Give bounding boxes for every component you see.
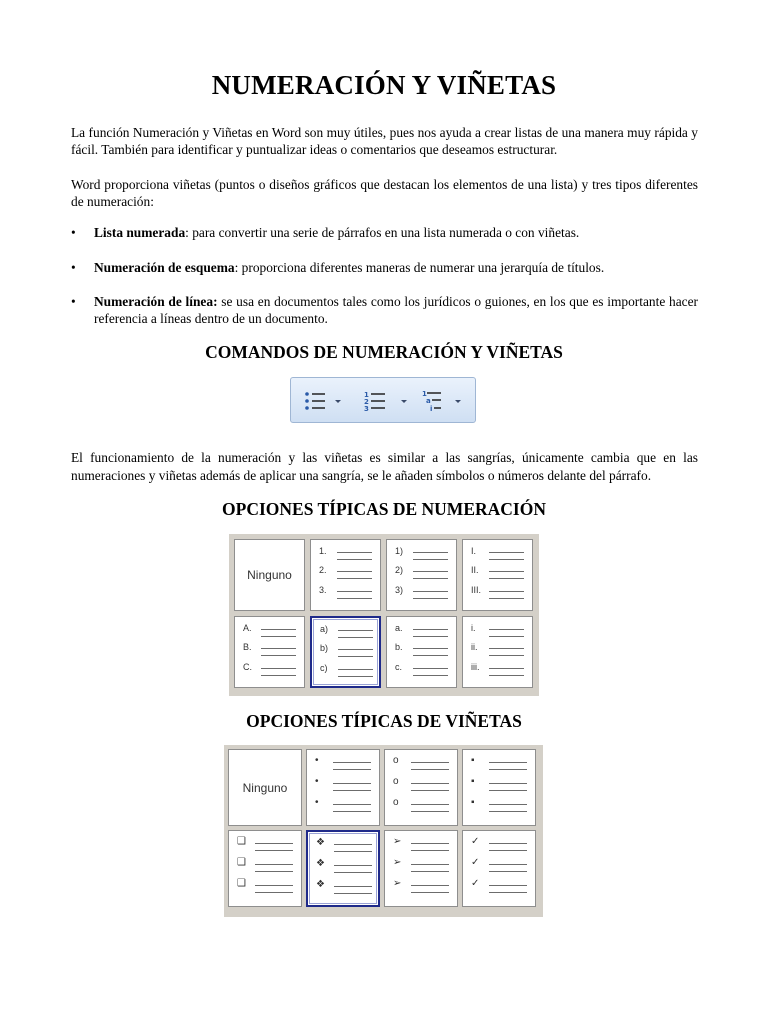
- option-marker: ✓: [471, 878, 480, 889]
- option-marker: II.: [471, 565, 479, 576]
- option-cell[interactable]: [228, 830, 302, 907]
- option-marker: ❖: [316, 837, 325, 848]
- bullet-icon: •: [71, 294, 76, 309]
- option-line: [338, 637, 373, 638]
- page-title: NUMERACIÓN Y VIÑETAS: [211, 70, 557, 100]
- option-marker: b.: [395, 642, 403, 653]
- option-cell[interactable]: [310, 539, 381, 611]
- option-line: [489, 885, 527, 886]
- option-line: [413, 591, 448, 592]
- option-line: [334, 844, 372, 845]
- option-marker: 1): [395, 546, 404, 556]
- option-line: [489, 668, 524, 669]
- option-line: [411, 892, 449, 893]
- option-line: [338, 669, 373, 670]
- option-line: [338, 649, 373, 650]
- list-item: [71, 293, 698, 327]
- option-marker: 2): [395, 565, 404, 576]
- option-line: [489, 648, 524, 649]
- option-line: [411, 864, 449, 865]
- option-marker: ➢: [393, 857, 402, 868]
- svg-text:2: 2: [364, 398, 369, 406]
- option-line: [489, 629, 524, 630]
- option-line: [255, 885, 293, 886]
- option-line: [333, 769, 371, 770]
- option-line: [337, 598, 372, 599]
- option-line: [411, 804, 449, 805]
- option-marker: ▪: [471, 776, 475, 787]
- intro-paragraph-1: La función Numeración y Viñetas en Word son muy útiles, pues nos ayuda a crear listas de una manera muy rápida y fácil. También para identificar y puntualizar ideas o comentarios que deseamos estructurar.: [71, 125, 698, 157]
- option-marker: o: [393, 755, 399, 766]
- option-line: [334, 872, 372, 873]
- option-line: [334, 886, 372, 887]
- list-item-description: se usa en documentos tales como los jurídicos o guiones, en los que es importante hacer referencia a líneas dentro de un documento.: [94, 294, 699, 326]
- commands-heading: COMANDOS DE NUMERACIÓN Y VIÑETAS: [205, 342, 563, 362]
- option-line: [333, 783, 371, 784]
- option-line: [489, 790, 527, 791]
- option-marker: 1.: [319, 546, 327, 556]
- numbering-toolbar: [290, 377, 476, 423]
- option-line: [333, 790, 371, 791]
- option-cell[interactable]: [386, 616, 457, 688]
- option-line: [337, 591, 372, 592]
- option-line: [411, 871, 449, 872]
- option-marker: ❑: [237, 836, 246, 847]
- option-line: [261, 675, 296, 676]
- option-line: [255, 864, 293, 865]
- option-line: [413, 571, 448, 572]
- option-line: [255, 850, 293, 851]
- option-none-label: Ninguno: [242, 780, 288, 795]
- option-none[interactable]: [234, 539, 305, 611]
- option-line: [411, 850, 449, 851]
- option-marker: a.: [395, 623, 403, 633]
- option-line: [411, 885, 449, 886]
- option-cell[interactable]: [306, 749, 380, 826]
- option-marker: c): [320, 662, 328, 673]
- functioning-paragraph: El funcionamiento de la numeración y las viñetas es similar a las sangrías, únicamente cambia que en las numeraciones y viñetas además de aplicar una sangría, se le añaden símbolos o números delante del párrafo.: [71, 450, 698, 483]
- option-line: [333, 811, 371, 812]
- option-line: [489, 783, 527, 784]
- option-marker: B.: [243, 642, 252, 653]
- option-line: [411, 769, 449, 770]
- option-marker: •: [315, 776, 319, 787]
- option-line: [489, 591, 524, 592]
- option-marker: ▪: [471, 797, 475, 808]
- option-line: [411, 811, 449, 812]
- option-line: [338, 676, 373, 677]
- option-marker: ✓: [471, 836, 480, 847]
- option-cell[interactable]: [306, 830, 380, 907]
- option-cell[interactable]: [384, 749, 458, 826]
- svg-text:3: 3: [364, 405, 369, 413]
- option-line: [489, 892, 527, 893]
- option-marker: ❑: [237, 857, 246, 868]
- svg-text:1: 1: [364, 391, 369, 399]
- option-marker: ➢: [393, 878, 402, 889]
- option-line: [411, 783, 449, 784]
- list-item-term: Numeración de línea:: [94, 294, 218, 309]
- list-item: [71, 224, 698, 241]
- list-item-text: [94, 259, 698, 276]
- option-line: [413, 668, 448, 669]
- option-line: [413, 552, 448, 553]
- option-marker: iii.: [471, 661, 480, 672]
- list-item-text: [94, 224, 698, 241]
- option-marker: ▪: [471, 755, 475, 766]
- svg-text:1: 1: [422, 390, 427, 398]
- intro-paragraph-2: Word proporciona viñetas (puntos o diseños gráficos que destacan los elementos de una lista) y tres tipos diferentes de numeración:: [71, 177, 698, 209]
- option-marker: ❖: [316, 858, 325, 869]
- option-marker: C.: [243, 661, 252, 672]
- option-line: [261, 629, 296, 630]
- option-line: [489, 559, 524, 560]
- option-marker: ii.: [471, 642, 478, 653]
- option-marker: o: [393, 797, 399, 808]
- option-cell[interactable]: [462, 616, 533, 688]
- numbering-options-grid: [229, 534, 539, 696]
- option-marker: 3): [395, 584, 404, 595]
- option-line: [255, 871, 293, 872]
- option-marker: ➢: [393, 836, 402, 847]
- option-line: [413, 578, 448, 579]
- option-cell[interactable]: [234, 616, 305, 688]
- option-line: [337, 559, 372, 560]
- option-line: [338, 656, 373, 657]
- option-cell[interactable]: [462, 830, 536, 907]
- option-line: [413, 675, 448, 676]
- option-line: [489, 843, 527, 844]
- svg-text:a: a: [426, 397, 431, 405]
- option-marker: c.: [395, 661, 403, 672]
- option-marker: ✓: [471, 857, 480, 868]
- option-line: [489, 571, 524, 572]
- option-line: [489, 804, 527, 805]
- option-line: [413, 559, 448, 560]
- bullet-icon: •: [71, 260, 76, 275]
- numbering-icon[interactable]: [363, 388, 409, 414]
- option-marker: 2.: [319, 565, 327, 576]
- bullet-icon: •: [71, 225, 76, 240]
- option-line: [337, 578, 372, 579]
- option-marker: III.: [471, 584, 482, 595]
- option-line: [337, 552, 372, 553]
- option-line: [489, 762, 527, 763]
- option-cell[interactable]: [386, 539, 457, 611]
- option-line: [261, 648, 296, 649]
- option-line: [489, 850, 527, 851]
- option-line: [411, 790, 449, 791]
- option-line: [411, 843, 449, 844]
- option-marker: ❑: [237, 878, 246, 889]
- bullets-icon[interactable]: [303, 388, 349, 414]
- option-marker: A.: [243, 623, 252, 633]
- option-marker: b): [320, 643, 329, 654]
- option-line: [411, 762, 449, 763]
- option-cell[interactable]: [384, 830, 458, 907]
- option-none-label: Ninguno: [247, 568, 292, 582]
- option-line: [261, 655, 296, 656]
- option-cell[interactable]: [462, 539, 533, 611]
- svg-text:i: i: [430, 405, 433, 413]
- option-line: [413, 636, 448, 637]
- option-line: [333, 762, 371, 763]
- numbering-options-heading: OPCIONES TÍPICAS DE NUMERACIÓN: [222, 499, 546, 519]
- option-cell[interactable]: [310, 616, 381, 688]
- option-line: [338, 630, 373, 631]
- option-marker: ❖: [316, 879, 325, 890]
- list-item-term: Lista numerada: [94, 225, 186, 240]
- option-line: [413, 629, 448, 630]
- option-line: [261, 668, 296, 669]
- list-item-description: : para convertir una serie de párrafos en una lista numerada o con viñetas.: [185, 225, 580, 240]
- option-line: [489, 578, 524, 579]
- option-marker: o: [393, 776, 399, 787]
- option-marker: a): [320, 624, 329, 634]
- option-line: [334, 893, 372, 894]
- option-line: [261, 636, 296, 637]
- option-cell[interactable]: [462, 749, 536, 826]
- option-line: [489, 675, 524, 676]
- option-marker: •: [315, 755, 319, 766]
- list-item-text: [94, 293, 698, 327]
- option-line: [333, 804, 371, 805]
- option-line: [334, 865, 372, 866]
- bullet-options-grid: [224, 745, 543, 917]
- option-line: [413, 655, 448, 656]
- option-line: [413, 598, 448, 599]
- option-marker: •: [315, 797, 319, 808]
- option-line: [255, 843, 293, 844]
- option-line: [337, 571, 372, 572]
- option-line: [489, 769, 527, 770]
- option-line: [489, 871, 527, 872]
- option-marker: I.: [471, 546, 477, 556]
- list-item-description: : proporciona diferentes maneras de numerar una jerarquía de títulos.: [234, 260, 605, 275]
- multilevel-list-icon[interactable]: [421, 388, 471, 414]
- option-marker: 3.: [319, 584, 327, 595]
- option-line: [334, 851, 372, 852]
- option-marker: i.: [471, 623, 476, 633]
- option-line: [489, 864, 527, 865]
- option-line: [413, 648, 448, 649]
- option-line: [489, 598, 524, 599]
- option-line: [255, 892, 293, 893]
- list-item-term: Numeración de esquema: [94, 260, 235, 275]
- option-none[interactable]: [228, 749, 302, 826]
- option-line: [489, 811, 527, 812]
- list-item: [71, 259, 698, 276]
- option-line: [489, 636, 524, 637]
- option-line: [489, 655, 524, 656]
- bullet-options-heading: OPCIONES TÍPICAS DE VIÑETAS: [246, 711, 522, 731]
- option-line: [489, 552, 524, 553]
